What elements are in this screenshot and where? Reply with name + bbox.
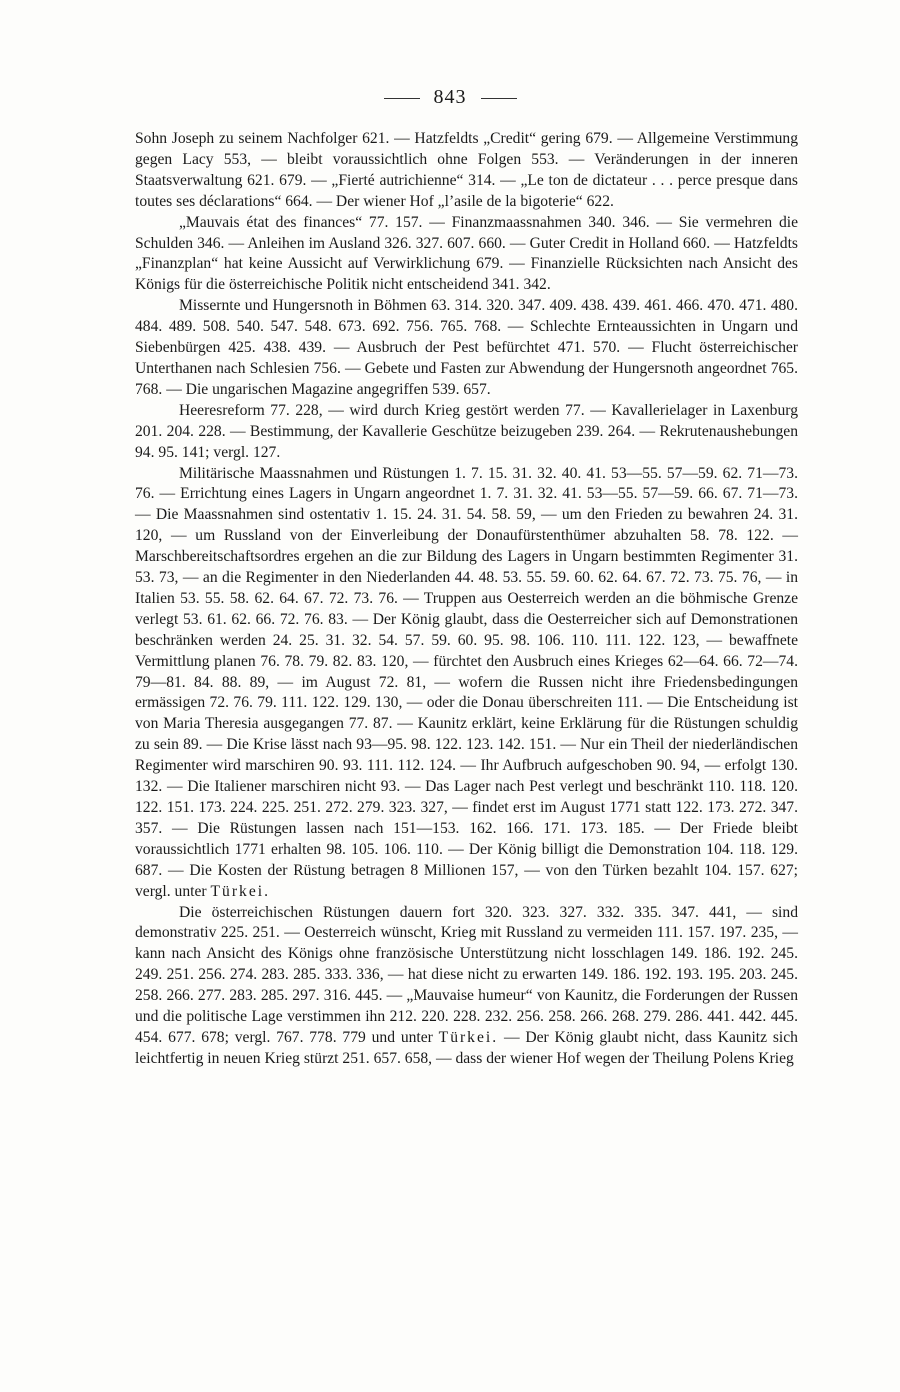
header-rule-right [481,98,517,99]
paragraph-finances [135,213,798,297]
paragraph-text: Heeresreform 77. 228, — wird durch Krieg gestört werden 77. — Kavallerielager in Laxenburg 201. 204. 228. — Bestimmung, der Kavallerie Geschütze beizugeben 239. 264. — Rekrutenaushebungen 94. 95. 141; vergl. 127. [135,401,798,461]
paragraph-famine [135,296,798,401]
paragraph-text: Sohn Joseph zu seinem Nachfolger 621. — Hatzfeldts „Credit“ gering 679. — Allgemeine Verstimmung gegen Lacy 553, — bleibt voraussichtlich ohne Folgen 553. — Veränderungen in der inneren Staatsverwaltung 621. 679. — „Fierté autrichienne“ 314. — „Le ton de dictateur . . . perce presque dans toutes ses déclarations“ 664. — Der wiener Hof „l’asile de la bigoterie“ 622. [135,130,798,210]
header-rule-left [384,98,420,99]
paragraph-military-measures [135,464,798,903]
paragraph-text: Militärische Maassnahmen und Rüstungen 1. 7. 15. 31. 32. 40. 41. 53—55. 57—59. 62. 71—73. 76. — Errichtung eines Lagers in Ungarn angeordnet 1. 7. 31. 32. 41. 53—55. 57—59. 66. 67. 71—73. — Die Maassnahmen sind ostentativ 1. 15. 24. 31. 54. 58. 59, — um den Frieden zu bewahren 24. 31. 120, — um Russland von der Einverleibung der Donaufürstenthümer abzuhalten 58. 78. 122. — Marschbereitschaftsordres ergehen an die zur Bildung des Lagers in Ungarn bestimmten Regimenter 31. 53. 73, — an die Regimenter in den Niederlanden 44. 48. 53. 55. 59. 60. 62. 64. 67. 72. 73. 75. 76, — in Italien 53. 55. 58. 62. 64. 67. 72. 73. 76. — Truppen aus Oesterreich werden an die böhmische Grenze verlegt 53. 61. 62. 66. 72. 76. 83. — Der König glaubt, dass die Oesterreicher sich auf Demonstrationen beschränken werden 24. 25. 31. 32. 54. 57. 59. 60. 95. 98. 106. 110. 111. 122. 123, — bewaffnete Vermittlung planen 76. 78. 79. 82. 83. 120, — fürchtet den Ausbruch eines Krieges 62—64. 66. 72—74. 79—81. 84. 88. 89, — im August 72. 81, — wofern die Russen nicht ihre Friedensbedingungen ermässigen 72. 76. 79. 111. 122. 129. 130, — oder die Donau überschreiten 111. — Die Entscheidung ist von Maria Theresia ausgegangen 77. 87. — Kaunitz erklärt, keine Erklärung für die Rüstungen schuldig zu sein 89. — Die Krise lässt nach 93—95. 98. 122. 123. 142. 151. — Nur ein Theil der niederländischen Regimenter wird marschiren 90. 93. 111. 112. 124. — Ihr Aufbruch aufgeschoben 90. 94, — erfolgt 130. 132. — Die Italiener marschiren nicht 93. — Das Lager nach Pest verlegt und beschränkt 110. 118. 120. 122. 151. 173. 224. 225. 251. 272. 279. 323. 327, — findet erst im August 1771 statt 122. 173. 272. 347. 357. — Die Rüstungen lassen nach 151—153. 162. 166. 171. 173. 185. — Der Friede bleibt voraussichtlich 1771 erhalten 98. 105. 106. 110. — Der König billigt die Demonstration 104. 118. 129. 687. — Die Kosten der Rüstung betragen 8 Millionen 157, — von den Türken bezahlt 104. 157. 627; vergl. unter [135,464,798,900]
paragraph-army-reform [135,401,798,464]
paragraph-text: Die österreichischen Rüstungen dauern fort 320. 323. 327. 332. 335. 347. 441, — sind demonstrativ 225. 251. — Oesterreich wünscht, Krieg mit Russland zu vermeiden 111. 157. 197. 235, — kann nach Ansicht des Königs ohne französische Unterstützung nicht losschlagen 149. 186. 192. 245. 249. 251. 256. 274. 283. 285. 333. 336, — hat diese nicht zu erwarten 149. 186. 192. 193. 195. 203. 245. 258. 266. 277. 283. 285. 297. 316. 445. — „Mauvaise humeur“ von Kaunitz, die Forderungen der Russen und die politische Lage verstimmen ihn 212. 220. 228. 232. 256. 258. 266. 268. 279. 286. 441. 442. 445. 454. 677. 678; vergl. 767. 778. 779 und unter [135,903,798,1046]
cross-reference: Türkei. [438,1028,499,1046]
paragraph-text-continued: — Der König glaubt nicht, dass Kaunitz sich leichtfertig in neuen Krieg stürzt 251. 657. 658, — dass der wiener Hof wegen der Theilung Polens Krieg [135,1028,798,1067]
paragraph-text: Missernte und Hungersnoth in Böhmen 63. 314. 320. 347. 409. 438. 439. 461. 466. 470. 471. 480. 484. 489. 508. 540. 547. 548. 673. 692. 756. 765. 768. — Schlechte Ernteaussichten in Ungarn und Siebenbürgen 425. 438. 439. — Ausbruch der Pest befürchtet 471. 570. — Flucht österreichischer Unterthanen nach Schlesien 756. — Gebete und Fasten zur Abwendung der Hungersnoth angeordnet 765. 768. — Die ungarischen Magazine angegriffen 539. 657. [135,297,798,398]
cross-reference: Türkei. [210,882,270,900]
page-header [0,86,900,109]
paragraph-text: „Mauvais état des finances“ 77. 157. — Finanzmaassnahmen 340. 346. — Sie vermehren die Schulden 346. — Anleihen im Ausland 326. 327. 607. 660. — Guter Credit in Holland 660. — Hatzfeldts „Finanzplan“ hat keine Aussicht auf Verwirklichung 679. — Finanzielle Rücksichten nach Ansicht des Königs für die österreichische Politik nicht entscheidend 341. 342. [135,213,798,294]
paragraph-armaments-continue [135,903,798,1070]
page-number: 843 [433,86,467,108]
paragraph-credit [135,129,798,213]
index-text-body [135,129,798,1070]
